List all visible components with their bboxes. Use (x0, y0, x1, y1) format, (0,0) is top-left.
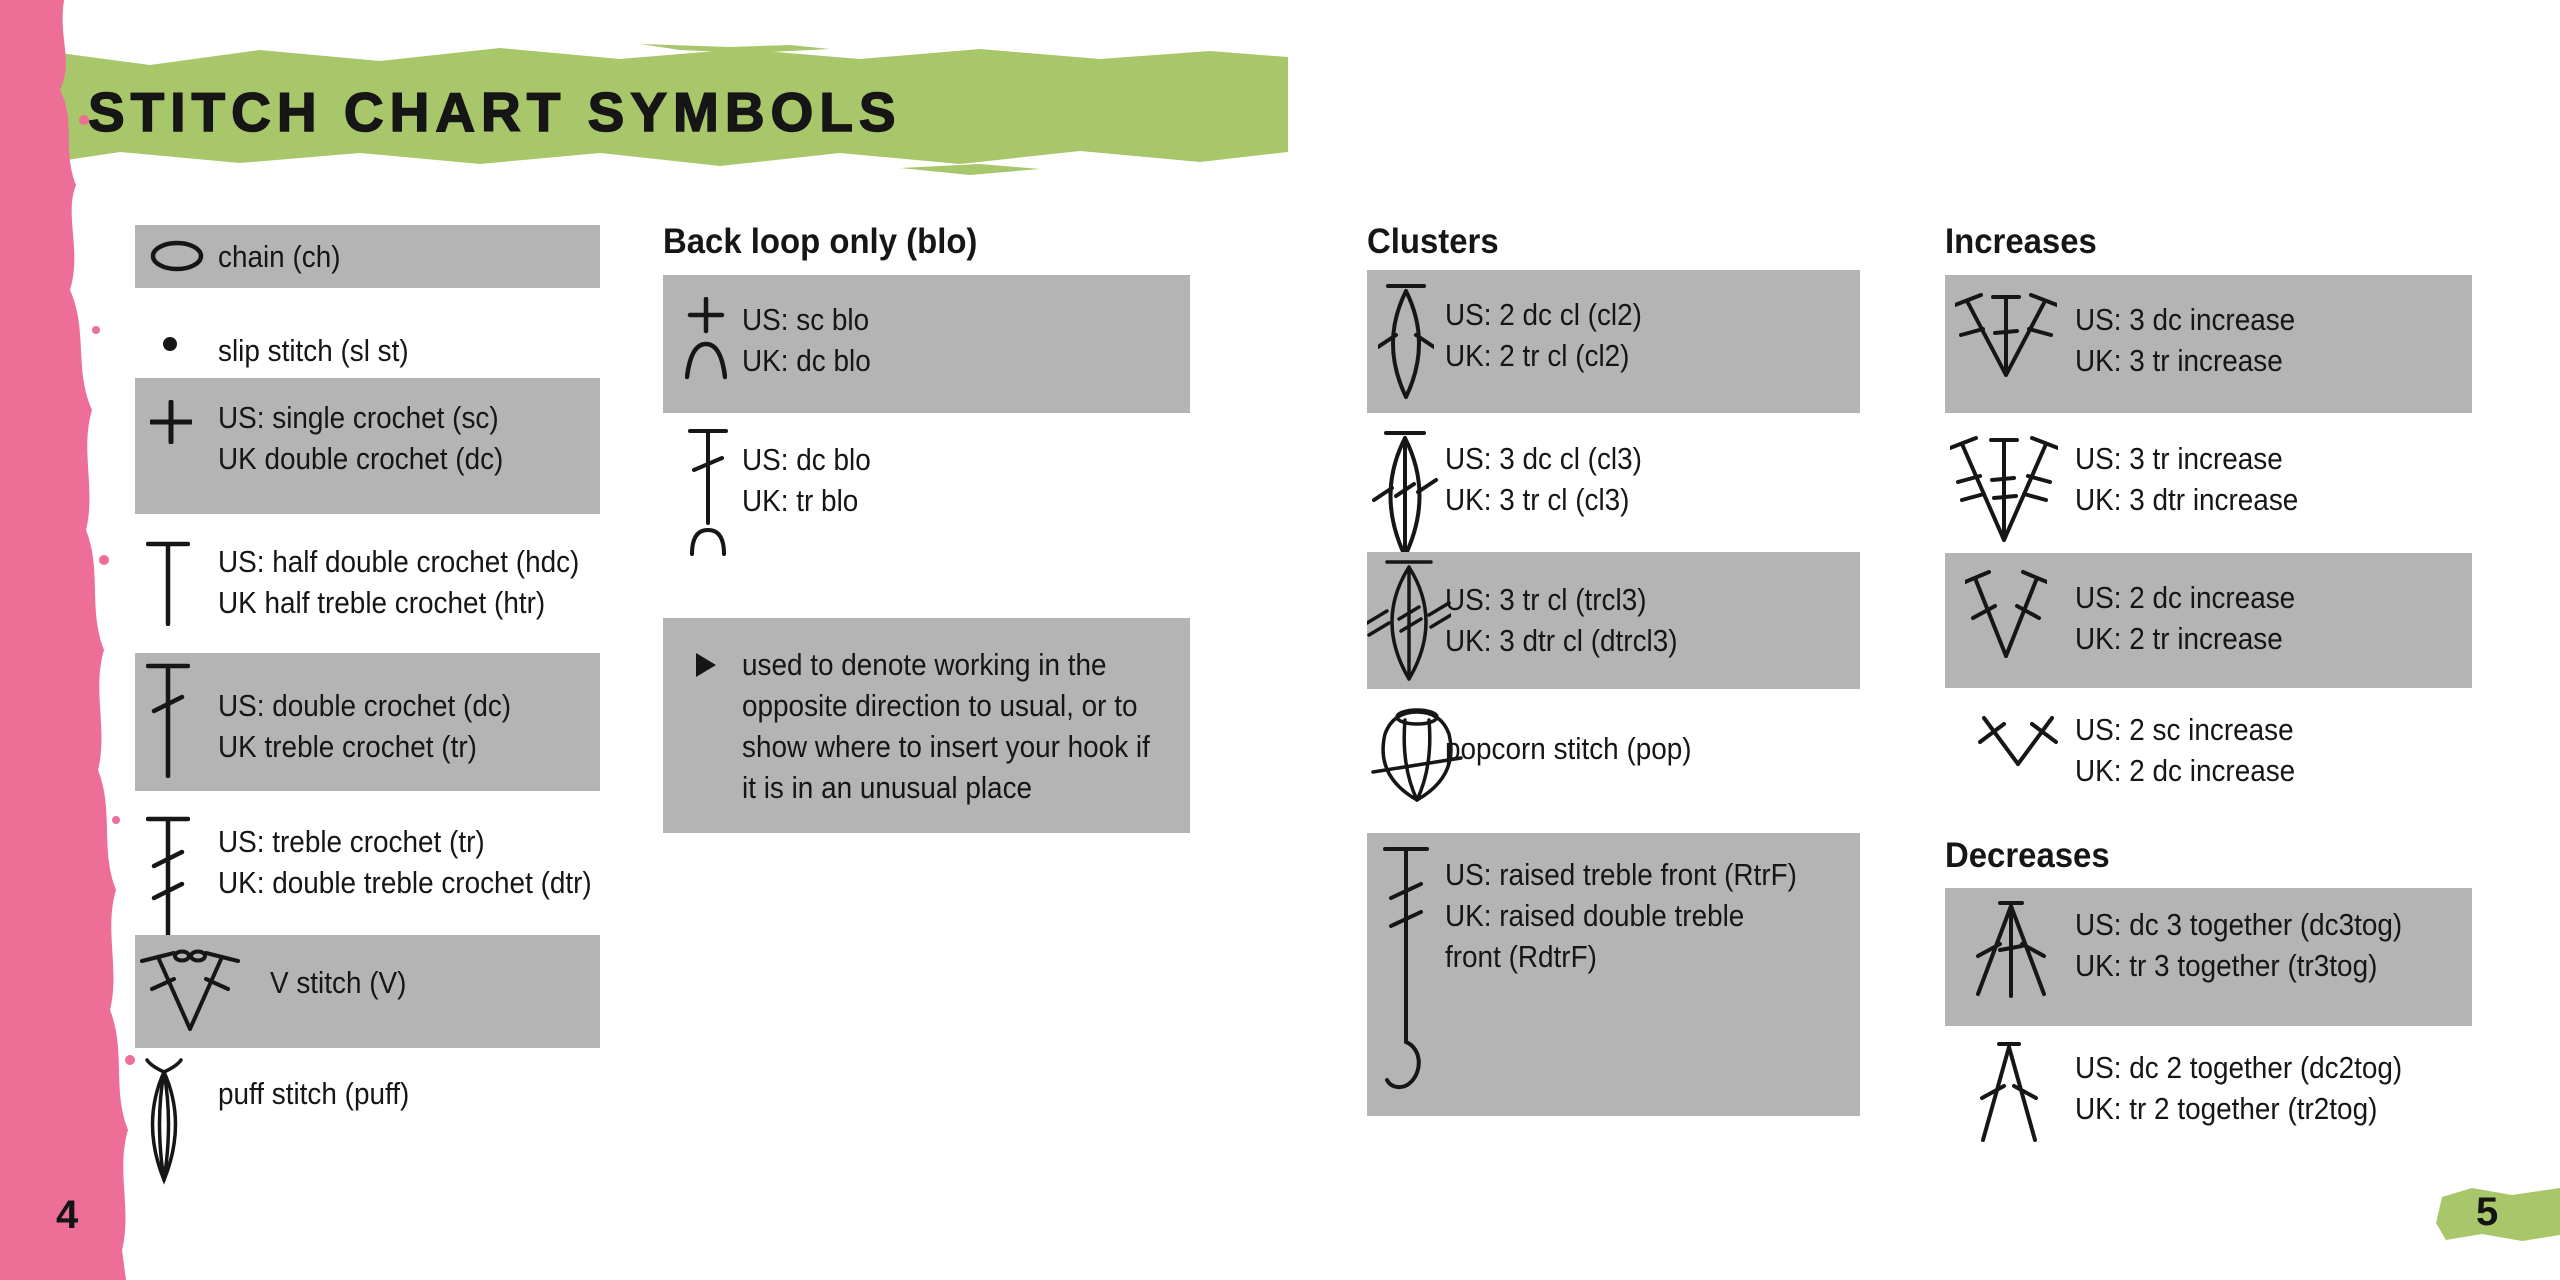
legend-row-cluster-3dc (1367, 424, 1860, 564)
legend-label: US: dc 3 together (dc3tog) (2075, 907, 2403, 942)
legend-label: UK treble crochet (tr) (218, 729, 477, 764)
legend-row-single-crochet (135, 378, 600, 514)
half-double-crochet-icon (146, 541, 190, 626)
legend-label: US: dc blo (742, 442, 871, 477)
legend-label: UK: tr 2 together (tr2tog) (2075, 1091, 2378, 1126)
slip-stitch-icon (162, 336, 178, 352)
chain-icon (150, 239, 205, 273)
increase-2sc-icon (1978, 708, 2058, 766)
section-header-clusters: Clusters (1367, 222, 1499, 261)
legend-label: US: 3 dc increase (2075, 302, 2296, 337)
legend-label: UK: 3 tr increase (2075, 343, 2283, 378)
legend-label: UK: double treble crochet (dtr) (218, 865, 592, 900)
legend-label: V stitch (V) (270, 965, 407, 1000)
legend-label: US: 2 dc cl (cl2) (1445, 297, 1642, 332)
legend-row-double-crochet (135, 653, 600, 791)
legend-label: US: 3 dc cl (cl3) (1445, 441, 1642, 476)
legend-row-raised-treble-front (1367, 833, 1860, 1116)
legend-row-chain (135, 225, 600, 288)
legend-row-popcorn (1367, 700, 1860, 808)
legend-label: slip stitch (sl st) (218, 333, 409, 368)
legend-label: UK: 3 dtr increase (2075, 482, 2299, 517)
puff-stitch-icon (137, 1058, 191, 1186)
cluster-2dc-icon (1378, 283, 1434, 403)
legend-label: UK: 2 tr increase (2075, 621, 2283, 656)
legend-row-slip-stitch (135, 316, 600, 374)
legend-label: US: 3 tr cl (trcl3) (1445, 582, 1647, 617)
v-stitch-icon (140, 949, 240, 1034)
increase-3tr-icon (1950, 430, 2058, 542)
legend-label: puff stitch (puff) (218, 1076, 410, 1111)
single-crochet-icon (150, 400, 192, 444)
legend-label: US: 3 tr increase (2075, 441, 2283, 476)
legend-row-cluster-3tr (1367, 552, 1860, 689)
legend-row-increase-3dc (1945, 275, 2472, 413)
sc-blo-icon (685, 297, 727, 382)
legend-label: US: 2 dc increase (2075, 580, 2296, 615)
increase-3dc-icon (1955, 289, 2057, 377)
legend-label: UK: 2 tr cl (cl2) (1445, 338, 1630, 373)
legend-label: US: 2 sc increase (2075, 712, 2294, 747)
legend-label: UK: 3 dtr cl (dtrcl3) (1445, 623, 1678, 658)
decrease-2tog-icon (1978, 1042, 2040, 1144)
legend-row-sc-blo (663, 275, 1190, 413)
decrease-3tog-icon (1972, 900, 2050, 998)
legend-row-direction-note (663, 618, 1190, 833)
legend-label: UK: tr blo (742, 483, 859, 518)
page-title: STITCH CHART SYMBOLS (88, 81, 902, 143)
section-header-decreases: Decreases (1945, 836, 2110, 875)
dc-blo-icon (688, 428, 728, 556)
legend-row-decrease-2tog (1945, 1038, 2472, 1170)
legend-label: US: double crochet (dc) (218, 688, 512, 723)
legend-label: used to denote working in the (742, 647, 1107, 682)
section-header-back-loop: Back loop only (blo) (663, 222, 978, 261)
legend-label: UK: 2 dc increase (2075, 753, 2296, 788)
legend-label: UK: dc blo (742, 343, 871, 378)
legend-row-v-stitch (135, 935, 600, 1048)
legend-label: US: raised treble front (RtrF) (1445, 857, 1797, 892)
section-header-increases: Increases (1945, 222, 2097, 261)
cluster-3dc-icon (1372, 430, 1438, 562)
raised-treble-front-icon (1383, 846, 1429, 1092)
legend-label: show where to insert your hook if (742, 729, 1150, 764)
increase-2dc-icon (1965, 566, 2047, 658)
legend-row-increase-2sc (1945, 698, 2472, 800)
legend-label: UK half treble crochet (htr) (218, 585, 546, 620)
legend-label: US: half double crochet (hdc) (218, 544, 580, 579)
legend-label: US: treble crochet (tr) (218, 824, 485, 859)
legend-row-cluster-2dc (1367, 270, 1860, 413)
page-number-right: 5 (2476, 1190, 2499, 1234)
legend-row-dc-blo (663, 424, 1190, 559)
legend-label: UK: 3 tr cl (cl3) (1445, 482, 1630, 517)
legend-row-half-double-crochet (135, 533, 600, 633)
legend-label: UK: tr 3 together (tr3tog) (2075, 948, 2378, 983)
direction-arrow-icon (695, 652, 717, 678)
legend-label: chain (ch) (218, 239, 341, 274)
legend-label: US: sc blo (742, 302, 870, 337)
legend-label: UK double crochet (dc) (218, 441, 504, 476)
legend-label: popcorn stitch (pop) (1445, 731, 1692, 766)
page-number-left: 4 (56, 1193, 79, 1237)
legend-label: US: single crochet (sc) (218, 400, 499, 435)
legend-row-increase-3tr (1945, 424, 2472, 564)
legend-label: UK: raised double treble (1445, 898, 1745, 933)
legend-row-puff-stitch (135, 1048, 600, 1188)
legend-label: US: dc 2 together (dc2tog) (2075, 1050, 2403, 1085)
legend-label: it is in an unusual place (742, 770, 1033, 805)
legend-row-increase-2dc (1945, 553, 2472, 688)
cluster-3tr-icon (1367, 559, 1451, 685)
double-crochet-icon (146, 663, 190, 778)
legend-label: front (RdtrF) (1445, 939, 1597, 974)
legend-label: opposite direction to usual, or to (742, 688, 1138, 723)
legend-row-decrease-3tog (1945, 888, 2472, 1026)
